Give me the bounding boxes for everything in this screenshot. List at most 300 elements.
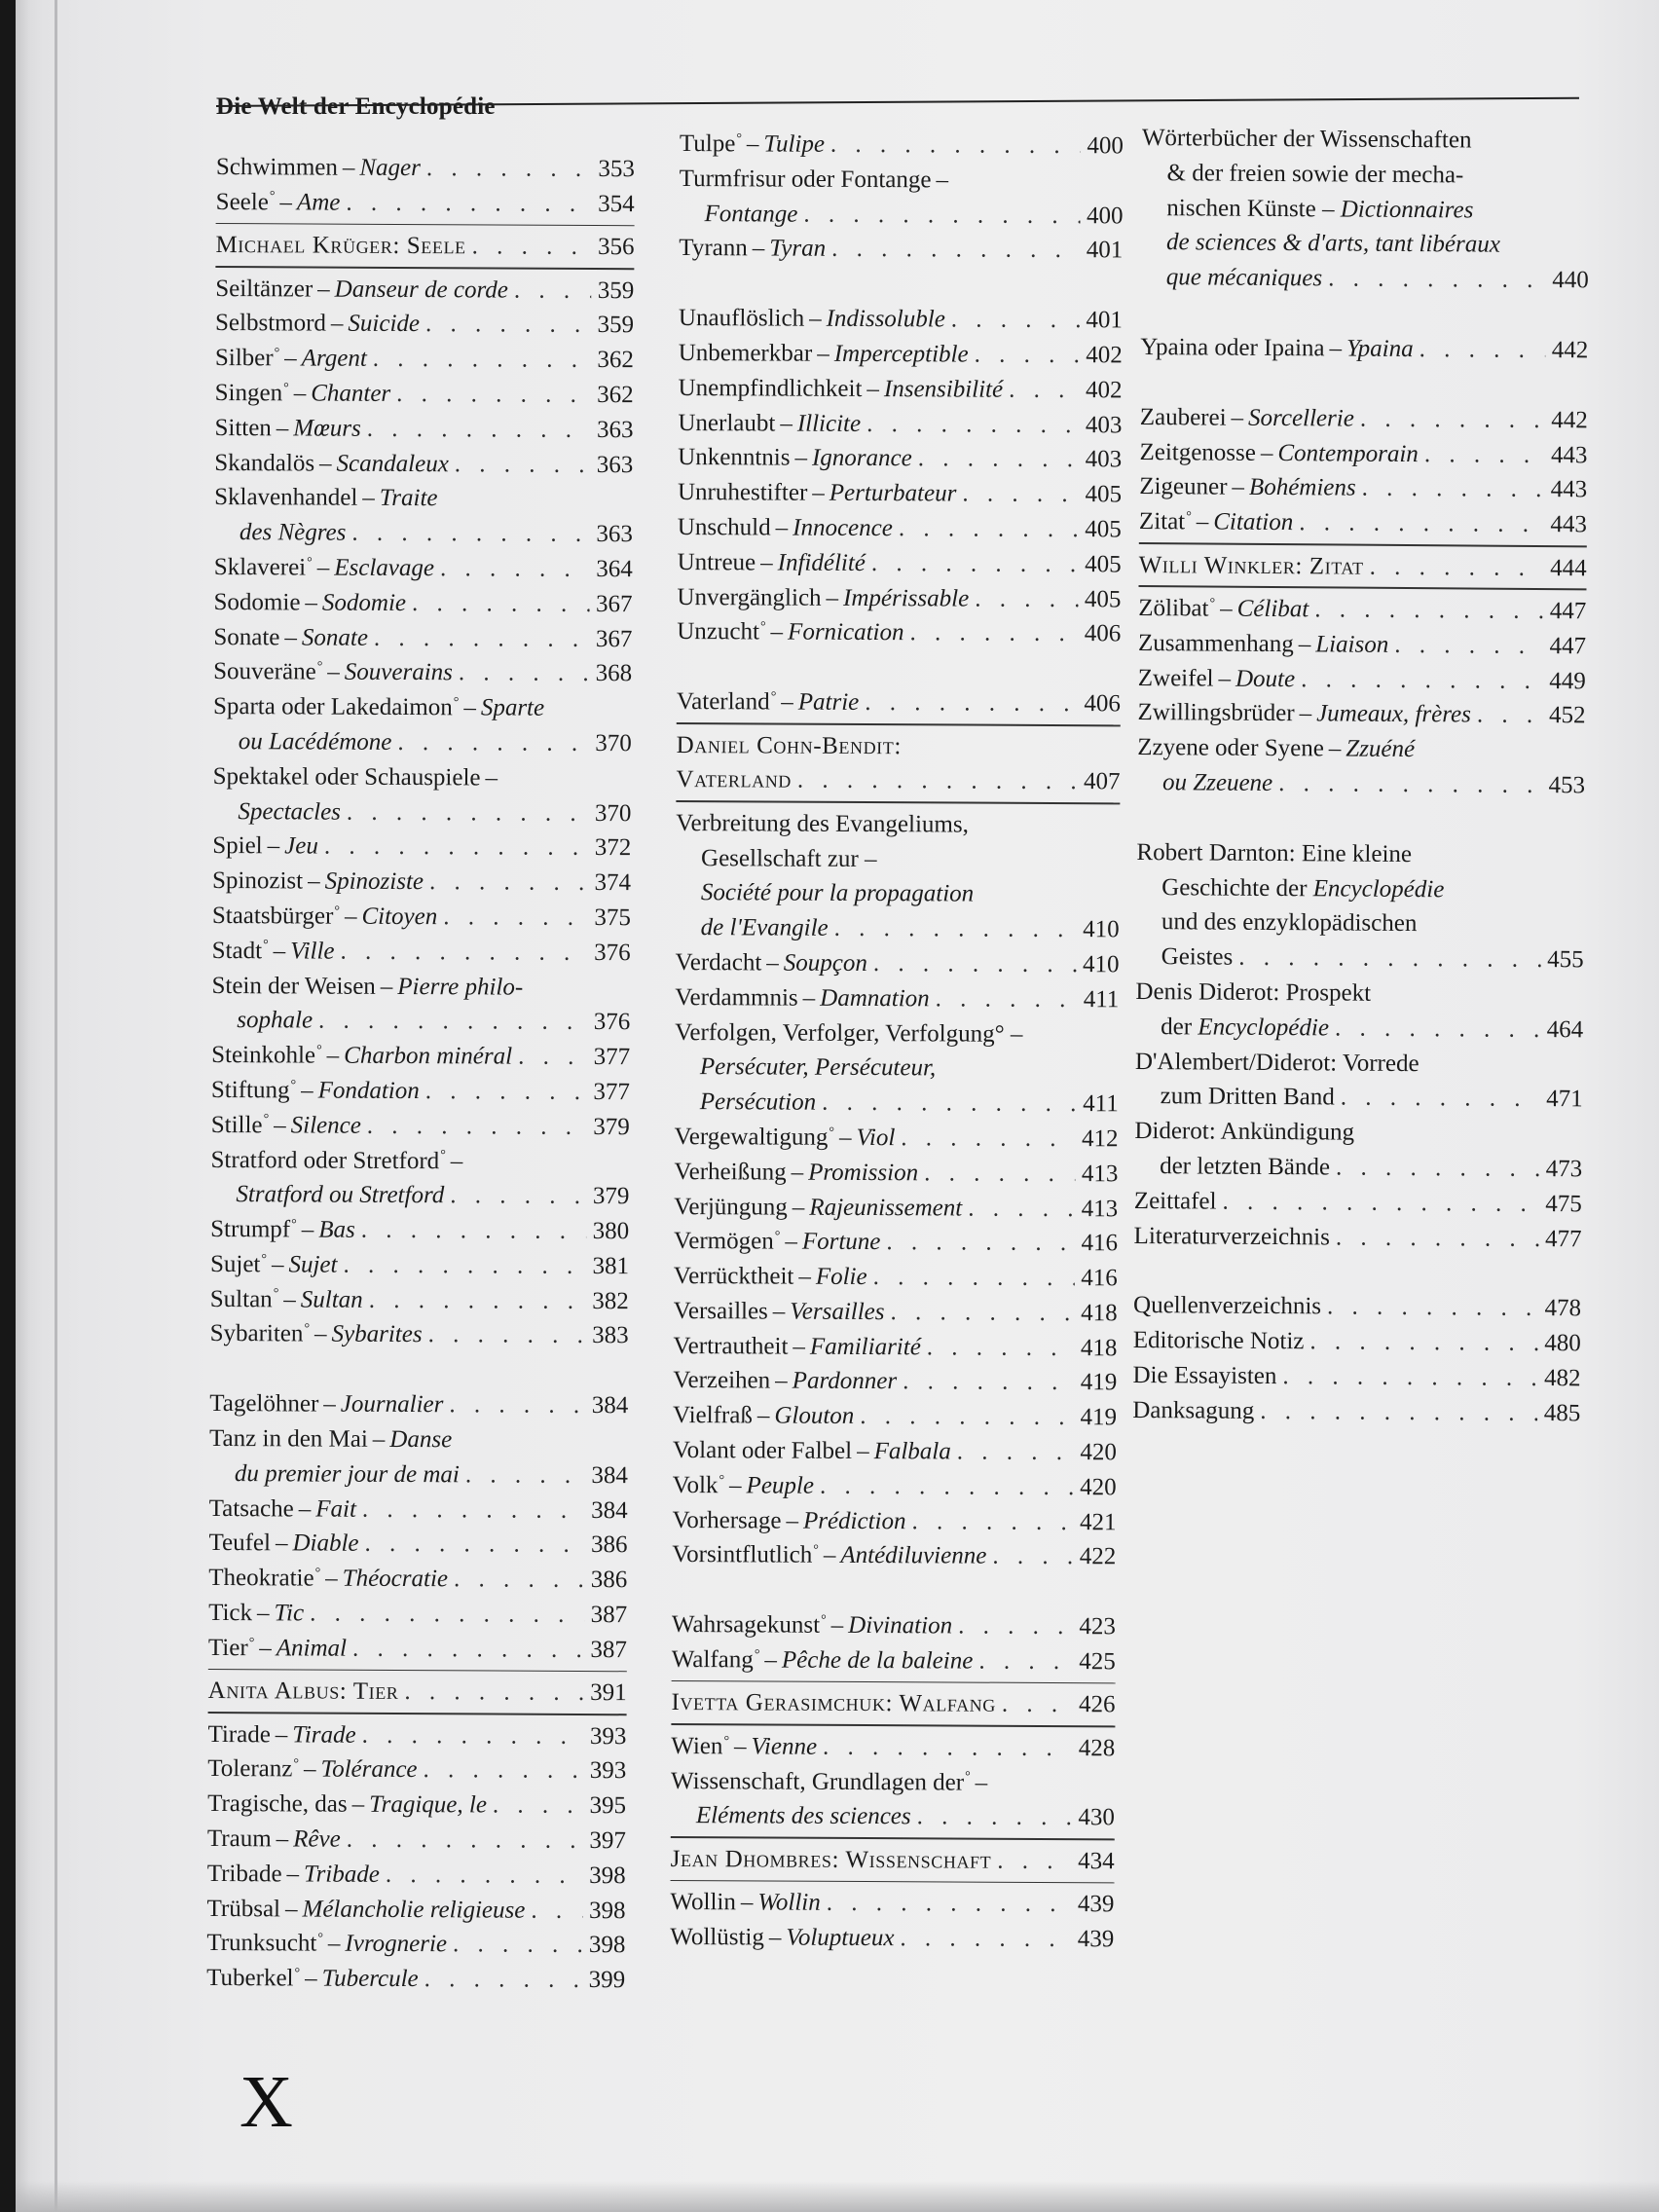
entry-line: [1134, 1149, 1582, 1187]
toc-entry: [1138, 661, 1586, 699]
entry-text: [671, 1685, 996, 1722]
entry-line: [673, 1433, 1117, 1470]
french-title: Bohémiens: [1248, 474, 1356, 501]
french-title: Folie: [815, 1263, 867, 1291]
dot-leader: [900, 1921, 1071, 1957]
dot-leader: [459, 656, 589, 691]
degree-mark: °: [759, 619, 766, 635]
french-title: Fontange: [704, 200, 798, 228]
german-title: Souveräne: [213, 658, 316, 685]
page-number: 430: [1078, 1804, 1115, 1831]
french-title: Wollin: [757, 1889, 821, 1917]
french-title: Pierre philo-: [397, 973, 524, 1001]
french-title: Rajeunissement: [809, 1194, 963, 1222]
german-title: Vergewaltigung: [674, 1123, 829, 1151]
page-number: 372: [594, 834, 632, 862]
entry-text: [214, 550, 434, 586]
page-number: 362: [597, 347, 634, 374]
german-title: Zölibat: [1138, 594, 1209, 622]
german-title: Teufel: [208, 1530, 272, 1557]
section-gap: [1140, 365, 1588, 403]
entry-line: [214, 446, 633, 483]
german-title: Steinkohle: [211, 1042, 316, 1069]
page-number: 402: [1086, 376, 1123, 404]
dot-leader: [873, 946, 1077, 982]
french-title: Contemporain: [1277, 439, 1419, 467]
entry-line: [670, 1920, 1114, 1957]
en-dash: –: [775, 1368, 788, 1395]
entry-line: [1138, 661, 1586, 699]
entry-text: [1161, 904, 1418, 941]
entry-text: [673, 1433, 951, 1469]
french-title: Perturbateur: [829, 479, 957, 507]
german-title: zum Dritten Band: [1160, 1083, 1335, 1111]
dot-leader: [1299, 505, 1544, 542]
entry-text: [1137, 730, 1415, 767]
german-title: Seele: [215, 188, 269, 216]
dot-leader: [951, 303, 1080, 338]
german-title: Unerlaubt: [678, 409, 776, 437]
entry-line: [213, 689, 632, 726]
page-number: 376: [594, 939, 631, 966]
entry-text: [675, 980, 930, 1016]
en-dash: –: [259, 1635, 272, 1662]
entry-text: [677, 728, 902, 764]
dot-leader: [367, 412, 591, 448]
french-title: Tragique, le: [369, 1791, 488, 1819]
degree-mark: °: [314, 1566, 321, 1581]
degree-mark: °: [453, 695, 460, 711]
toc-entry: [208, 1526, 627, 1563]
french-title: Versailles: [790, 1298, 885, 1326]
german-title: Singen: [214, 379, 283, 407]
french-title: Danseur de corde: [334, 276, 508, 304]
degree-mark: °: [263, 938, 269, 953]
degree-mark: °: [273, 1286, 279, 1302]
entry-line: [1141, 225, 1589, 263]
en-dash: –: [271, 1251, 284, 1278]
toc-entry: [210, 1212, 629, 1249]
degree-mark: °: [274, 346, 280, 361]
german-title: Zzyene oder Syene: [1137, 734, 1324, 762]
dot-leader: [367, 1109, 587, 1145]
entry-text: [207, 1751, 417, 1788]
german-title: Sodomie: [213, 588, 301, 616]
french-title: des Nègres: [239, 519, 347, 546]
dot-leader: [927, 1330, 1075, 1366]
toc-entry: [673, 1398, 1117, 1435]
entry-line: [212, 829, 631, 866]
toc-entry: [1134, 1184, 1582, 1222]
en-dash: –: [308, 867, 320, 895]
entry-text: [1139, 469, 1356, 505]
en-dash: –: [327, 658, 340, 686]
page-number: 422: [1079, 1543, 1117, 1570]
dot-leader: [924, 1156, 1075, 1192]
french-title: Théocratie: [342, 1565, 449, 1593]
entry-text: [674, 1120, 895, 1156]
en-dash: –: [298, 1495, 312, 1523]
entry-text: [237, 1003, 313, 1038]
dot-leader: [1341, 1081, 1540, 1117]
dot-leader: [886, 1225, 1075, 1261]
page-number: 416: [1081, 1230, 1119, 1257]
entry-line: [1141, 191, 1589, 229]
dot-leader: [1278, 766, 1542, 803]
toc-entry: [214, 411, 633, 448]
entry-line: [1138, 626, 1586, 664]
page-number: 405: [1084, 585, 1122, 612]
entry-text: [677, 614, 903, 650]
page-number: 480: [1544, 1330, 1581, 1357]
en-dash: –: [342, 154, 355, 181]
degree-mark: °: [316, 659, 323, 675]
en-dash: –: [362, 485, 375, 512]
page-folio: X: [240, 2061, 293, 2143]
page-number: 384: [591, 1496, 628, 1524]
entry-text: [1138, 626, 1388, 663]
dot-leader: [346, 185, 592, 221]
en-dash: –: [305, 1965, 317, 1992]
entry-text: [678, 440, 912, 476]
dot-leader: [936, 981, 1077, 1017]
dot-leader: [831, 232, 1080, 268]
page-number: 384: [591, 1461, 628, 1490]
entry-line: [211, 1108, 630, 1145]
dot-leader: [425, 308, 591, 344]
page-number: 447: [1549, 598, 1587, 625]
toc-entry: [213, 654, 632, 691]
entry-line: [208, 1631, 627, 1668]
french-title: Animal: [276, 1635, 348, 1662]
page-number: 370: [594, 799, 632, 827]
page-number: 464: [1546, 1015, 1584, 1044]
german-title: Verdacht: [675, 948, 762, 977]
dot-leader: [1477, 698, 1543, 733]
en-dash: –: [857, 1438, 869, 1465]
entry-line: [1139, 469, 1587, 507]
german-title: Schwimmen: [215, 153, 338, 181]
page-number: 420: [1080, 1439, 1117, 1466]
page-number: 423: [1079, 1613, 1117, 1641]
toc-entry: [206, 1961, 625, 1998]
entry-text: [701, 841, 877, 877]
french-title: Célibat: [1236, 595, 1309, 623]
french-title: Insensibilité: [883, 375, 1004, 403]
entry-line: [675, 1015, 1119, 1052]
dot-leader: [425, 1074, 587, 1110]
dot-leader: [426, 151, 592, 187]
entry-text: [216, 185, 341, 220]
entry-line: [215, 306, 634, 343]
en-dash: –: [785, 1228, 797, 1255]
german-title: Tragische, das: [207, 1790, 348, 1818]
german-title: Verzeihen: [673, 1367, 771, 1394]
entry-text: [670, 1920, 894, 1956]
entry-line: [680, 162, 1124, 199]
dot-leader: [917, 1800, 1072, 1836]
degree-mark: °: [1186, 509, 1192, 525]
entry-line: [215, 376, 634, 413]
french-title: Tic: [274, 1600, 305, 1627]
toc-entry: [212, 759, 631, 831]
german-title: Trübsal: [206, 1895, 281, 1922]
german-title: Spektakel oder Schauspiele: [212, 762, 481, 792]
entry-text: [677, 684, 860, 720]
entry-text: [1133, 1218, 1330, 1254]
page-number: 453: [1548, 772, 1586, 799]
toc-entry: [672, 1607, 1116, 1644]
toc-entry: [211, 1073, 630, 1110]
entry-line: [676, 762, 1120, 799]
german-title: Wien: [671, 1732, 723, 1760]
en-dash: –: [826, 584, 839, 611]
german-title: Tirade: [207, 1720, 271, 1748]
dot-leader: [1394, 628, 1543, 664]
entry-line: [677, 580, 1121, 617]
dot-leader: [958, 1609, 1073, 1644]
entry-text: [206, 1892, 525, 1929]
entry-line: [1134, 1184, 1582, 1222]
en-dash: –: [775, 514, 789, 541]
german-title: Versailles: [673, 1297, 768, 1325]
german-title: Zauberei: [1139, 403, 1227, 431]
entry-line: [677, 614, 1121, 651]
german-title: Theokratie: [208, 1565, 314, 1592]
entry-line: [672, 1537, 1116, 1574]
toc-entry: [1137, 730, 1586, 803]
german-title: Seiltänzer: [215, 275, 313, 303]
entry-line: [676, 875, 1120, 912]
entry-text: [238, 794, 341, 830]
degree-mark: °: [723, 1733, 730, 1749]
en-dash: –: [809, 305, 822, 332]
entry-text: [700, 1050, 936, 1086]
entry-text: [679, 336, 969, 372]
french-title: Tribade: [304, 1861, 380, 1888]
entry-line: [209, 1386, 628, 1423]
toc-entry: [674, 1155, 1118, 1192]
german-title: Walfang: [671, 1646, 754, 1674]
french-title: Silence: [290, 1112, 361, 1139]
entry-line: [679, 197, 1123, 234]
dot-leader: [374, 620, 590, 656]
entry-text: [680, 162, 953, 198]
french-title: Persécution: [699, 1088, 817, 1116]
french-title: Chanter: [311, 380, 391, 407]
german-title: Unzucht: [677, 618, 760, 645]
degree-mark: °: [821, 1612, 827, 1628]
page-number: 398: [588, 1897, 626, 1924]
entry-line: [673, 1398, 1117, 1435]
toc-entry: [1132, 1393, 1580, 1431]
section-rule: [676, 800, 1120, 804]
entry-line: [1138, 591, 1586, 629]
en-dash: –: [752, 235, 765, 262]
en-dash: –: [794, 445, 808, 472]
dot-leader: [997, 1844, 1072, 1879]
german-title: Sparta oder Lakedaimon: [212, 693, 453, 721]
toc-entry: [212, 864, 631, 901]
entry-text: [207, 1787, 487, 1823]
entry-line: [211, 1003, 630, 1040]
entry-line: [679, 231, 1123, 268]
en-dash: –: [780, 410, 793, 437]
dot-leader: [860, 1399, 1074, 1435]
dot-leader: [1335, 1011, 1540, 1047]
page-number: 405: [1085, 550, 1122, 578]
page-number: 416: [1081, 1265, 1118, 1292]
page-number: 447: [1549, 632, 1587, 660]
page-number: 395: [589, 1792, 627, 1820]
german-title: Untreue: [677, 548, 756, 576]
entry-line: [207, 1822, 626, 1859]
dot-leader: [396, 377, 591, 413]
entry-text: [1140, 330, 1414, 367]
entry-text: [704, 197, 797, 232]
german-title: und des enzyklopädischen: [1161, 908, 1418, 938]
entry-text: [1132, 1393, 1254, 1429]
en-dash: –: [830, 1612, 844, 1640]
page-number: 354: [598, 190, 635, 218]
entry-line: [207, 1751, 626, 1788]
entry-text: [1139, 548, 1364, 584]
entry-line: [672, 1607, 1116, 1644]
entry-text: [672, 1607, 952, 1643]
dot-leader: [820, 1469, 1074, 1505]
en-dash: –: [1220, 595, 1233, 622]
entry-line: [678, 406, 1122, 443]
entry-text: [208, 1596, 304, 1631]
entry-line: [1141, 156, 1589, 194]
french-title: Familiarité: [809, 1333, 921, 1361]
dot-leader: [373, 342, 591, 378]
dot-leader: [1309, 1324, 1538, 1361]
german-title: Sonate: [213, 623, 280, 650]
toc-entry: [207, 1857, 626, 1894]
french-title: Citoyen: [361, 903, 438, 931]
french-title: sophale: [237, 1007, 313, 1034]
dot-leader: [352, 1632, 584, 1668]
entry-text: [1161, 1079, 1335, 1115]
entry-line: [209, 1456, 628, 1493]
entry-text: [674, 1189, 962, 1225]
french-title: Damnation: [820, 984, 930, 1013]
entry-text: [206, 1961, 419, 1997]
dot-leader: [318, 1004, 587, 1040]
toc-entry: [673, 1433, 1117, 1470]
toc-entry: [1140, 330, 1588, 368]
entry-text: [1140, 400, 1354, 436]
french-title: que mécaniques: [1165, 264, 1323, 292]
german-title: Sujet: [209, 1250, 261, 1278]
german-title: Stratford oder Stretford: [210, 1146, 440, 1174]
french-title: Ignorance: [811, 445, 912, 472]
dot-leader: [347, 794, 589, 830]
toc-entry: [674, 1120, 1118, 1157]
dot-leader: [803, 197, 1080, 233]
entry-text: [212, 934, 335, 969]
entry-line: [216, 150, 635, 187]
page-number: 478: [1544, 1295, 1582, 1322]
toc-entry: [214, 480, 633, 552]
toc-entry: [670, 1920, 1114, 1957]
en-dash: –: [766, 949, 779, 977]
en-dash: –: [293, 380, 307, 407]
toc-entry: [210, 1282, 629, 1319]
entry-text: [206, 1926, 447, 1962]
toc-entry: [211, 969, 630, 1041]
page-number: 406: [1084, 690, 1121, 718]
dot-leader: [957, 1435, 1074, 1470]
french-title: Jeu: [284, 832, 318, 860]
entry-line: [671, 1729, 1115, 1766]
en-dash: –: [936, 166, 949, 194]
german-title: Verbreitung des Evangeliums,: [676, 809, 969, 838]
french-title: Esclavage: [334, 554, 435, 582]
dot-leader: [968, 1191, 1075, 1226]
entry-line: [1139, 504, 1587, 542]
entry-text: [678, 475, 957, 511]
en-dash: –: [316, 554, 330, 581]
dot-leader: [351, 516, 590, 552]
toc-entry: [1139, 548, 1587, 586]
page-number: 410: [1083, 916, 1120, 943]
toc-entry: [1138, 591, 1586, 629]
page-number: 370: [595, 729, 632, 757]
entry-line: [1136, 870, 1584, 908]
toc-entry: [210, 1316, 629, 1353]
dot-leader: [834, 911, 1077, 947]
page-number: 426: [1078, 1691, 1116, 1718]
en-dash: –: [283, 1286, 296, 1313]
toc-entry: [209, 1386, 628, 1423]
entry-text: [214, 480, 438, 516]
german-title: Zitat: [1138, 508, 1186, 535]
toc-entry: [675, 980, 1119, 1017]
german-title: Toleranz: [207, 1755, 293, 1783]
en-dash: –: [1218, 665, 1232, 692]
toc-entry: [207, 1822, 626, 1859]
dot-leader: [978, 1644, 1073, 1679]
toc-entry: [672, 1503, 1116, 1540]
french-title: Souverains: [344, 659, 454, 686]
dot-leader: [424, 1962, 583, 1998]
toc-entry: [678, 475, 1122, 512]
french-title: Tyran: [769, 235, 827, 263]
page-number: 421: [1079, 1508, 1117, 1536]
french-title: Sultan: [300, 1286, 363, 1313]
toc-entry: [216, 185, 635, 222]
toc-entry: [212, 899, 631, 936]
toc-entry: [679, 231, 1123, 268]
french-title: ou Lacédémone: [238, 728, 392, 756]
page-number: 397: [589, 1827, 626, 1855]
entry-text: [1162, 765, 1272, 801]
entry-line: [675, 980, 1119, 1017]
french-title: Mœurs: [293, 415, 361, 442]
entry-text: [1161, 1010, 1329, 1046]
german-title: Stille: [210, 1111, 263, 1138]
french-title: Glouton: [774, 1402, 855, 1430]
degree-mark: °: [770, 689, 777, 705]
french-title: Antédiluvienne: [840, 1542, 987, 1570]
entry-text: [673, 1329, 921, 1365]
degree-mark: °: [263, 1112, 270, 1127]
german-title: Tanz in den Mai: [208, 1425, 368, 1453]
dot-leader: [531, 1893, 582, 1928]
entry-line: [206, 1926, 625, 1963]
